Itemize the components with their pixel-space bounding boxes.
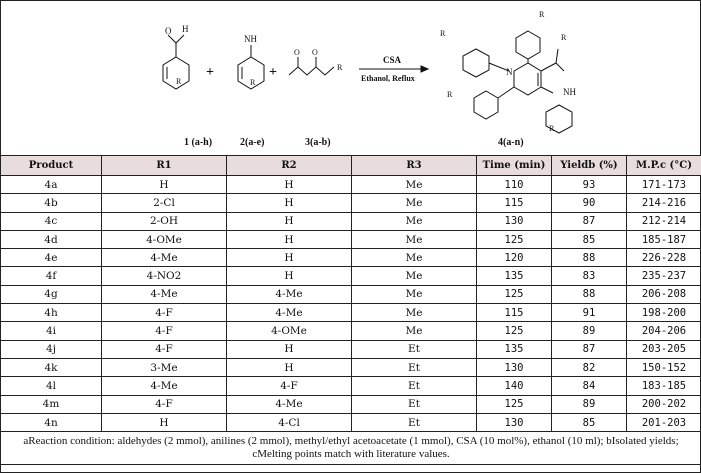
cell-mp: 185-187 bbox=[627, 230, 701, 248]
cell-r3: Et bbox=[352, 358, 477, 376]
header-r1: R1 bbox=[102, 156, 227, 176]
cell-time: 140 bbox=[477, 377, 552, 395]
cell-r1: 4-F bbox=[102, 322, 227, 340]
cell-r1: 4-OMe bbox=[102, 230, 227, 248]
cell-mp: 183-185 bbox=[627, 377, 701, 395]
cell-product: 4l bbox=[1, 377, 102, 395]
table-row bbox=[1, 285, 701, 303]
cell-yield: 90 bbox=[552, 194, 627, 212]
cell-r3: Me bbox=[352, 194, 477, 212]
footnote-line-2: cMelting points match with literature values. bbox=[252, 448, 450, 461]
cell-mp: 206-208 bbox=[627, 285, 701, 303]
svg-text:R: R bbox=[440, 29, 446, 38]
svg-text:R: R bbox=[447, 90, 453, 99]
cell-product: 4h bbox=[1, 304, 102, 322]
reactant2-label: 2(a-e) bbox=[240, 137, 265, 148]
cell-r3: Me bbox=[352, 304, 477, 322]
cell-time: 125 bbox=[477, 395, 552, 413]
cell-time: 135 bbox=[477, 267, 552, 285]
cell-product: 4f bbox=[1, 267, 102, 285]
cell-r2: 4-Me bbox=[227, 304, 352, 322]
cell-r2: H bbox=[227, 358, 352, 376]
cell-r2: H bbox=[227, 212, 352, 230]
cell-time: 115 bbox=[477, 304, 552, 322]
table-row bbox=[1, 322, 701, 340]
cell-time: 125 bbox=[477, 285, 552, 303]
cell-time: 120 bbox=[477, 249, 552, 267]
cell-yield: 93 bbox=[552, 176, 627, 194]
cell-yield: 83 bbox=[552, 267, 627, 285]
table-row bbox=[1, 358, 701, 376]
table-row bbox=[1, 249, 701, 267]
svg-text:R: R bbox=[561, 33, 567, 42]
cell-r2: H bbox=[227, 249, 352, 267]
table-row bbox=[1, 304, 701, 322]
table-row bbox=[1, 395, 701, 413]
table-row bbox=[1, 194, 701, 212]
table-body bbox=[1, 176, 701, 432]
cell-time: 115 bbox=[477, 194, 552, 212]
reaction-scheme-drawing bbox=[1, 1, 700, 155]
svg-text:NH: NH bbox=[244, 34, 257, 44]
cell-r1: 4-Me bbox=[102, 285, 227, 303]
cell-r2: 4-Me bbox=[227, 395, 352, 413]
cell-r1: 4-F bbox=[102, 340, 227, 358]
cell-yield: 82 bbox=[552, 358, 627, 376]
cell-r1: 4-Me bbox=[102, 249, 227, 267]
table-row bbox=[1, 230, 701, 248]
cell-r2: H bbox=[227, 176, 352, 194]
cell-r3: Et bbox=[352, 340, 477, 358]
svg-text:O: O bbox=[165, 26, 172, 36]
cell-yield: 89 bbox=[552, 395, 627, 413]
cell-product: 4n bbox=[1, 413, 102, 431]
cell-mp: 198-200 bbox=[627, 304, 701, 322]
cell-yield: 85 bbox=[552, 413, 627, 431]
table-row bbox=[1, 377, 701, 395]
cell-yield: 84 bbox=[552, 377, 627, 395]
header-product: Product bbox=[1, 156, 102, 176]
svg-text:R: R bbox=[250, 78, 256, 87]
cell-mp: 204-206 bbox=[627, 322, 701, 340]
header-mp: M.P.c (°C) bbox=[627, 156, 701, 176]
svg-text:+: + bbox=[269, 65, 277, 80]
cell-mp: 201-203 bbox=[627, 413, 701, 431]
cell-yield: 88 bbox=[552, 249, 627, 267]
svg-text:R: R bbox=[549, 124, 555, 133]
table-row bbox=[1, 267, 701, 285]
cell-product: 4e bbox=[1, 249, 102, 267]
cell-r1: H bbox=[102, 176, 227, 194]
cell-r1: 4-NO2 bbox=[102, 267, 227, 285]
cell-yield: 88 bbox=[552, 285, 627, 303]
cell-r2: H bbox=[227, 340, 352, 358]
cell-time: 110 bbox=[477, 176, 552, 194]
cell-yield: 85 bbox=[552, 230, 627, 248]
svg-text:R: R bbox=[337, 63, 343, 72]
reaction-scheme bbox=[1, 1, 700, 155]
cell-r1: H bbox=[102, 413, 227, 431]
table-row bbox=[1, 212, 701, 230]
cell-product: 4g bbox=[1, 285, 102, 303]
results-table bbox=[0, 155, 701, 465]
cell-r2: H bbox=[227, 230, 352, 248]
conditions-label: Ethanol, Reflux bbox=[361, 74, 415, 83]
cell-r1: 2-Cl bbox=[102, 194, 227, 212]
cell-time: 125 bbox=[477, 230, 552, 248]
cell-product: 4c bbox=[1, 212, 102, 230]
header-yield: Yieldb (%) bbox=[552, 156, 627, 176]
cell-r1: 2-OH bbox=[102, 212, 227, 230]
cell-r2: H bbox=[227, 194, 352, 212]
cell-mp: 214-216 bbox=[627, 194, 701, 212]
svg-text:+: + bbox=[206, 65, 214, 80]
cell-r3: Et bbox=[352, 395, 477, 413]
cell-r1: 4-F bbox=[102, 395, 227, 413]
cell-product: 4i bbox=[1, 322, 102, 340]
header-time: Time (min) bbox=[477, 156, 552, 176]
cell-r2: 4-Cl bbox=[227, 413, 352, 431]
cell-yield: 89 bbox=[552, 322, 627, 340]
cell-product: 4k bbox=[1, 358, 102, 376]
cell-product: 4m bbox=[1, 395, 102, 413]
footnote-line-1: aReaction condition: aldehydes (2 mmol), anilines (2 mmol), methyl/ethyl acetoacetate (1 mmol), CSA (10 mol%), ethanol (10 ml); bIsolated yields; bbox=[23, 435, 679, 448]
reactant3-label: 3(a-b) bbox=[305, 137, 331, 148]
cell-r3: Me bbox=[352, 267, 477, 285]
cell-time: 130 bbox=[477, 358, 552, 376]
svg-text:NH: NH bbox=[563, 87, 576, 97]
cell-r1: 4-Me bbox=[102, 377, 227, 395]
svg-text:N: N bbox=[506, 67, 513, 77]
product-label: 4(a-n) bbox=[498, 137, 524, 148]
cell-r2: 4-Me bbox=[227, 285, 352, 303]
cell-product: 4j bbox=[1, 340, 102, 358]
cell-mp: 235-237 bbox=[627, 267, 701, 285]
table-header-row bbox=[1, 156, 701, 176]
cell-r1: 4-F bbox=[102, 304, 227, 322]
cell-yield: 91 bbox=[552, 304, 627, 322]
cell-mp: 203-205 bbox=[627, 340, 701, 358]
svg-text:H: H bbox=[182, 24, 189, 34]
reactant1-label: 1 (a-h) bbox=[184, 137, 213, 148]
svg-text:O: O bbox=[294, 48, 300, 57]
cell-r3: Me bbox=[352, 249, 477, 267]
cell-mp: 212-214 bbox=[627, 212, 701, 230]
cell-product: 4d bbox=[1, 230, 102, 248]
table-row bbox=[1, 413, 701, 431]
table-row bbox=[1, 340, 701, 358]
svg-text:R: R bbox=[176, 77, 182, 86]
cell-yield: 87 bbox=[552, 212, 627, 230]
cell-r2: 4-F bbox=[227, 377, 352, 395]
cell-r2: 4-OMe bbox=[227, 322, 352, 340]
svg-text:O: O bbox=[312, 48, 318, 57]
header-r2: R2 bbox=[227, 156, 352, 176]
cell-yield: 87 bbox=[552, 340, 627, 358]
header-r3: R3 bbox=[352, 156, 477, 176]
cell-mp: 200-202 bbox=[627, 395, 701, 413]
svg-text:R: R bbox=[539, 10, 545, 19]
footnote bbox=[1, 432, 701, 465]
cell-r2: H bbox=[227, 267, 352, 285]
cell-time: 125 bbox=[477, 322, 552, 340]
cell-r3: Me bbox=[352, 230, 477, 248]
cell-r3: Me bbox=[352, 322, 477, 340]
cell-r3: Et bbox=[352, 413, 477, 431]
cell-mp: 150-152 bbox=[627, 358, 701, 376]
cell-r3: Me bbox=[352, 176, 477, 194]
catalyst-label: CSA bbox=[383, 55, 402, 65]
table-row bbox=[1, 176, 701, 194]
cell-r3: Et bbox=[352, 377, 477, 395]
cell-product: 4a bbox=[1, 176, 102, 194]
footnote-row bbox=[1, 432, 701, 465]
cell-time: 130 bbox=[477, 413, 552, 431]
cell-time: 130 bbox=[477, 212, 552, 230]
cell-r1: 3-Me bbox=[102, 358, 227, 376]
cell-mp: 171-173 bbox=[627, 176, 701, 194]
cell-mp: 226-228 bbox=[627, 249, 701, 267]
cell-product: 4b bbox=[1, 194, 102, 212]
cell-r3: Me bbox=[352, 212, 477, 230]
cell-r3: Me bbox=[352, 285, 477, 303]
cell-time: 135 bbox=[477, 340, 552, 358]
